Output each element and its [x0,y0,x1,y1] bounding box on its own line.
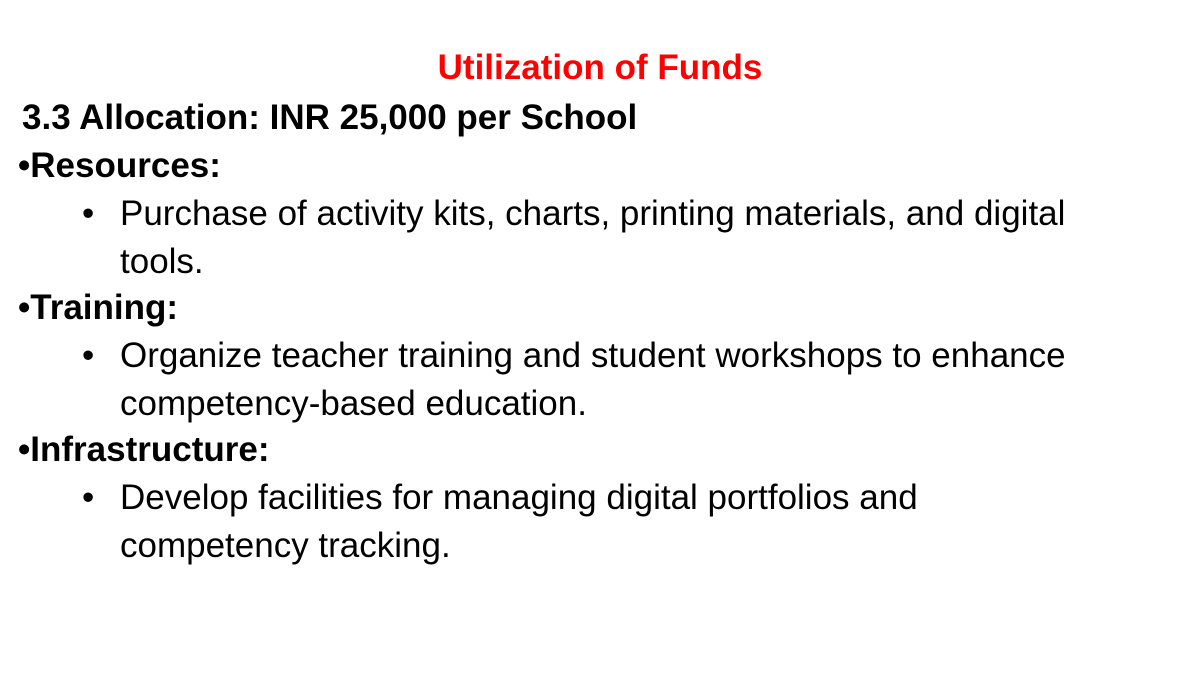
section-label: Infrastructure: [30,430,270,469]
sub-bullet-icon: • [82,336,95,375]
section-label: Resources: [30,146,221,185]
sub-bullet-text: Organize teacher training and student workshops to enhance competency-based education. [120,336,1066,423]
section-infrastructure [18,428,1178,570]
section-heading [18,286,1178,332]
section-training [18,286,1178,428]
sub-bullet-item [18,332,1110,428]
bullet-icon: • [18,430,31,469]
sub-bullet-item [18,190,1110,286]
section-heading [18,428,1178,474]
bullet-icon: • [18,146,31,185]
section-label: Training: [30,288,179,327]
sub-bullet-item [18,474,1110,570]
section-resources [18,144,1178,286]
sub-bullet-text: Purchase of activity kits, charts, printing materials, and digital tools. [120,194,1066,281]
sub-bullet-text: Develop facilities for managing digital portfolios and competency tracking. [120,478,918,565]
sub-bullet-icon: • [82,194,95,233]
slide-title: Utilization of Funds [437,48,763,87]
allocation-heading: 3.3 Allocation: INR 25,000 per School [22,98,638,137]
bullet-icon: • [18,288,31,327]
sub-bullet-icon: • [82,478,95,517]
slide-content [18,144,1178,570]
section-heading [18,144,1178,190]
